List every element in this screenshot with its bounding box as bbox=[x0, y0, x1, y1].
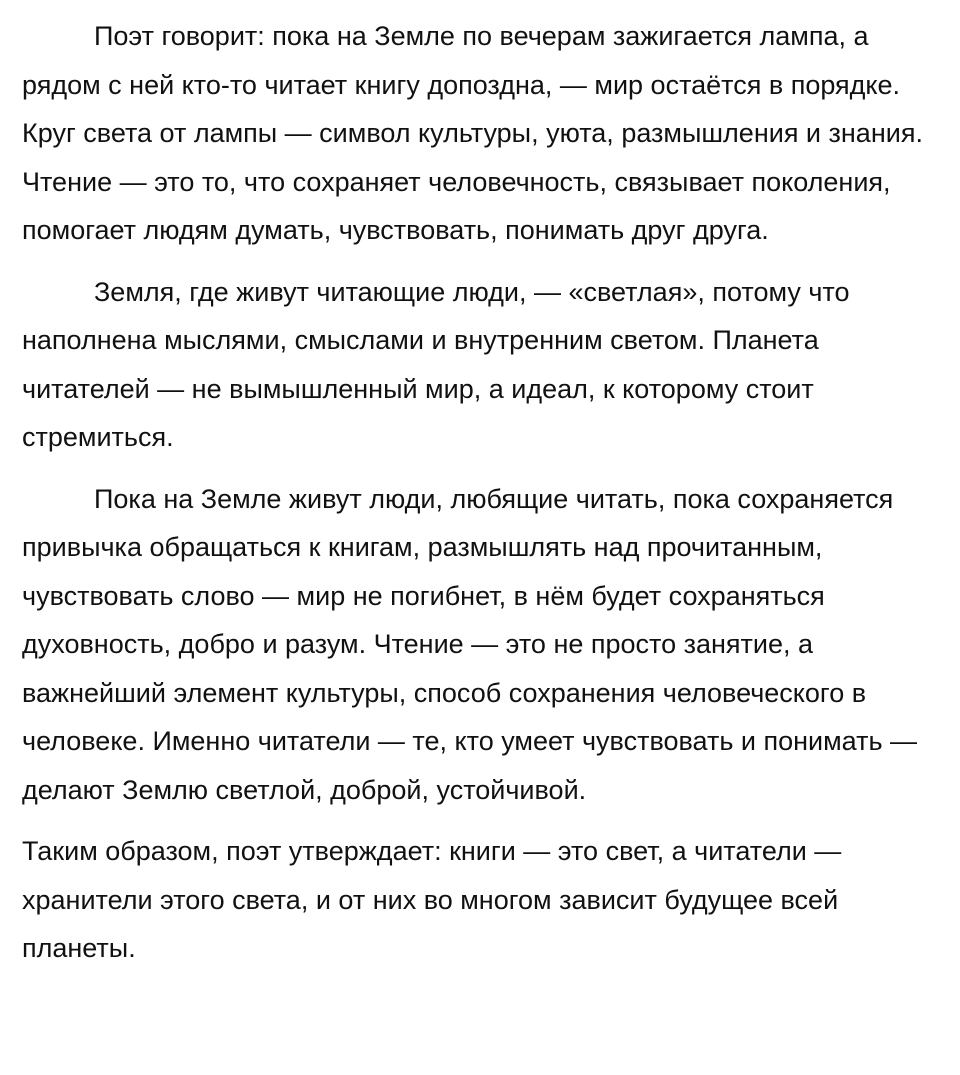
paragraph-poet-says: Поэт говорит: пока на Земле по вечерам зажигается лампа, а рядом с ней кто-то читает книгу допоздна, — мир остаётся в порядке. Круг света от лампы — символ культуры, уюта, размышления и знания. Чтение — это то, что сохраняет человечность, связывает поколения, помогает людям думать, чувствовать, понимать друг друга. bbox=[22, 21, 923, 245]
paragraph-conclusion: Таким образом, поэт утверждает: книги — это свет, а читатели — хранители этого света, и от них во многом зависит будущее всей планеты. bbox=[22, 836, 842, 963]
paragraph-bright-earth: Земля, где живут читающие люди, — «светлая», потому что наполнена мыслями, смыслами и внутренним светом. Планета читателей — не вымышленный мир, а идеал, к которому стоит стремиться. bbox=[22, 276, 850, 452]
paragraph-readers-world: Пока на Земле живут люди, любящие читать, пока сохраняется привычка обращаться к книгам, размышлять над прочитанным, чувствовать слово — мир не погибнет, в нём будет сохраняться духовность, добро и разум. Чтение — это не просто занятие, а важнейший элемент культуры, способ сохранения человеческого в человеке. Именно читатели — те, кто умеет чувствовать и понимать — делают Землю светлой, доброй, устойчивой. bbox=[22, 483, 918, 805]
